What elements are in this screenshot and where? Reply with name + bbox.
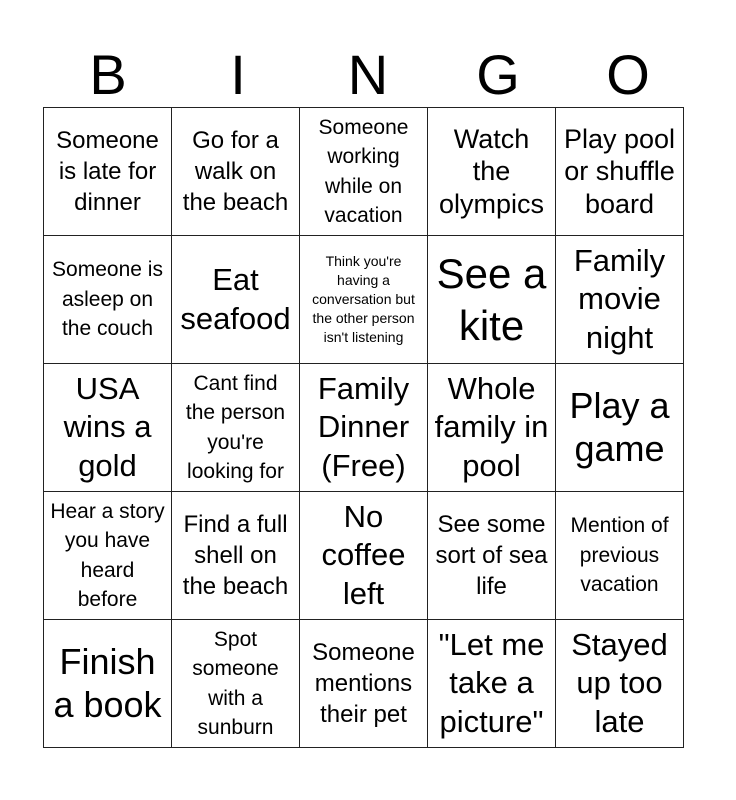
header-letter-n: N [347, 43, 389, 106]
bingo-cell[interactable]: Whole family in pool [428, 364, 556, 492]
bingo-cell[interactable]: Play a game [556, 364, 684, 492]
header-letter-b: B [89, 43, 127, 106]
bingo-cell[interactable]: Someone mentions their pet [300, 620, 428, 748]
grid-row [44, 364, 684, 492]
bingo-cell[interactable]: Think you're having a conversation but the other person isn't listening [300, 236, 428, 364]
bingo-cell[interactable]: Finish a book [44, 620, 172, 748]
bingo-header [43, 42, 693, 108]
header-letter-o: O [606, 43, 650, 106]
bingo-cell[interactable]: Eat seafood [172, 236, 300, 364]
bingo-cell[interactable]: Someone working while on vacation [300, 108, 428, 236]
bingo-cell[interactable]: "Let me take a picture" [428, 620, 556, 748]
bingo-cell[interactable]: Someone is late for dinner [44, 108, 172, 236]
header-letter-i: I [230, 43, 246, 106]
bingo-cell[interactable]: Stayed up too late [556, 620, 684, 748]
bingo-cell[interactable]: No coffee left [300, 492, 428, 620]
bingo-cell-free[interactable]: Family Dinner (Free) [300, 364, 428, 492]
bingo-cell[interactable]: USA wins a gold [44, 364, 172, 492]
bingo-cell[interactable]: Someone is asleep on the couch [44, 236, 172, 364]
bingo-grid [43, 107, 684, 748]
bingo-cell[interactable]: Watch the olympics [428, 108, 556, 236]
bingo-cell[interactable]: Hear a story you have heard before [44, 492, 172, 620]
bingo-cell[interactable]: Mention of previous vacation [556, 492, 684, 620]
grid-row [44, 108, 684, 236]
header-letter-g: G [476, 43, 520, 106]
grid-row [44, 620, 684, 748]
bingo-cell[interactable]: Cant find the person you're looking for [172, 364, 300, 492]
bingo-cell[interactable]: Go for a walk on the beach [172, 108, 300, 236]
bingo-cell[interactable]: Find a full shell on the beach [172, 492, 300, 620]
bingo-cell[interactable]: Spot someone with a sunburn [172, 620, 300, 748]
bingo-cell[interactable]: See some sort of sea life [428, 492, 556, 620]
grid-row [44, 236, 684, 364]
bingo-cell[interactable]: See a kite [428, 236, 556, 364]
bingo-cell[interactable]: Family movie night [556, 236, 684, 364]
bingo-cell[interactable]: Play pool or shuffle board [556, 108, 684, 236]
grid-row [44, 492, 684, 620]
